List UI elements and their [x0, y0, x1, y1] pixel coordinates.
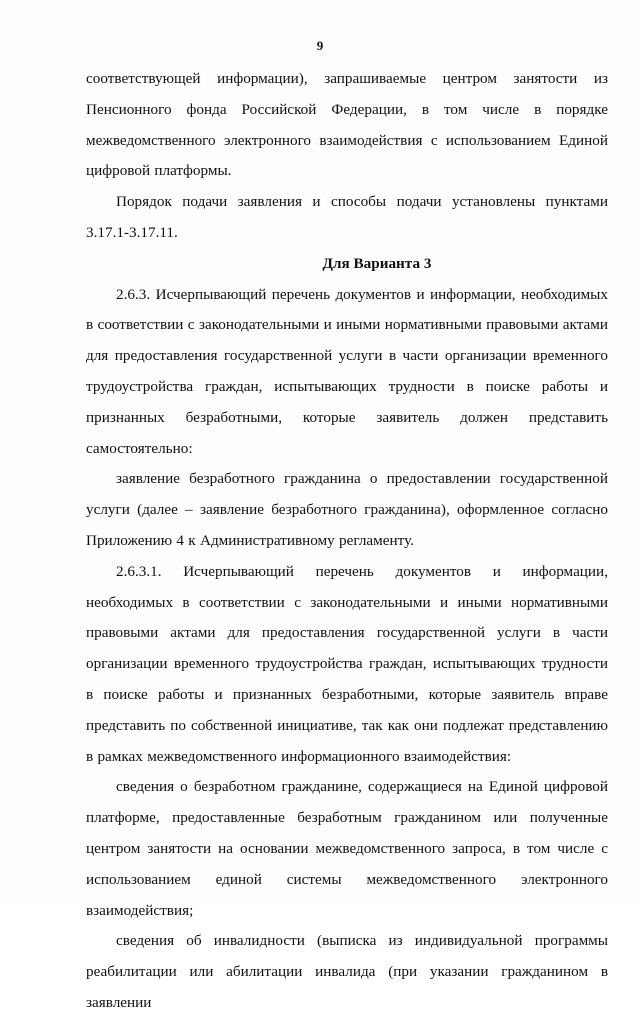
- paragraph: заявление безработного гражданина о предоставлении государственной услуги (далее – заявление безработного гражданина), оформленное согласно Приложению 4 к Административному регламенту.: [86, 470, 608, 549]
- paragraph: сведения об инвалидности (выписка из индивидуальной программы реабилитации или абилитации инвалида (при указании гражданином в заявлении: [86, 932, 608, 1011]
- page-number: 9: [316, 38, 324, 53]
- paragraph: 2.6.3.1. Исчерпывающий перечень документов и информации, необходимых в соответствии с законодательными и иными нормативными правовыми актами для предоставления государственной услуги в части организации временного трудоустройства граждан, испытывающих трудности в поиске работы и признанных безработными, которые заявитель вправе представить по собственной инициативе, так как они подлежат представлению в рамках межведомственного информационного взаимодействия:: [86, 562, 608, 765]
- paragraph: соответствующей информации), запрашиваемые центром занятости из Пенсионного фонда Российской Федерации, в том числе в порядке межведомственного электронного взаимодействия с использованием Единой цифровой платформы.: [86, 70, 608, 180]
- document-body: [86, 64, 608, 1019]
- paragraph: Порядок подачи заявления и способы подачи установлены пунктами 3.17.1-3.17.11.: [86, 193, 608, 241]
- paragraph: сведения о безработном гражданине, содержащиеся на Единой цифровой платформе, предоставленные безработным гражданином или полученные центром занятости на основании межведомственного запроса, в том числе с использованием единой системы межведомственного электронного взаимодействия;: [86, 778, 608, 919]
- section-heading: Для Варианта 3: [322, 254, 432, 272]
- paragraph: 2.6.3. Исчерпывающий перечень документов и информации, необходимых в соответствии с законодательными и иными нормативными правовыми актами для предоставления государственной услуги в части организации временного трудоустройства граждан, испытывающих трудности в поиске работы и признанных безработными, которые заявитель должен представить самостоятельно:: [86, 285, 608, 457]
